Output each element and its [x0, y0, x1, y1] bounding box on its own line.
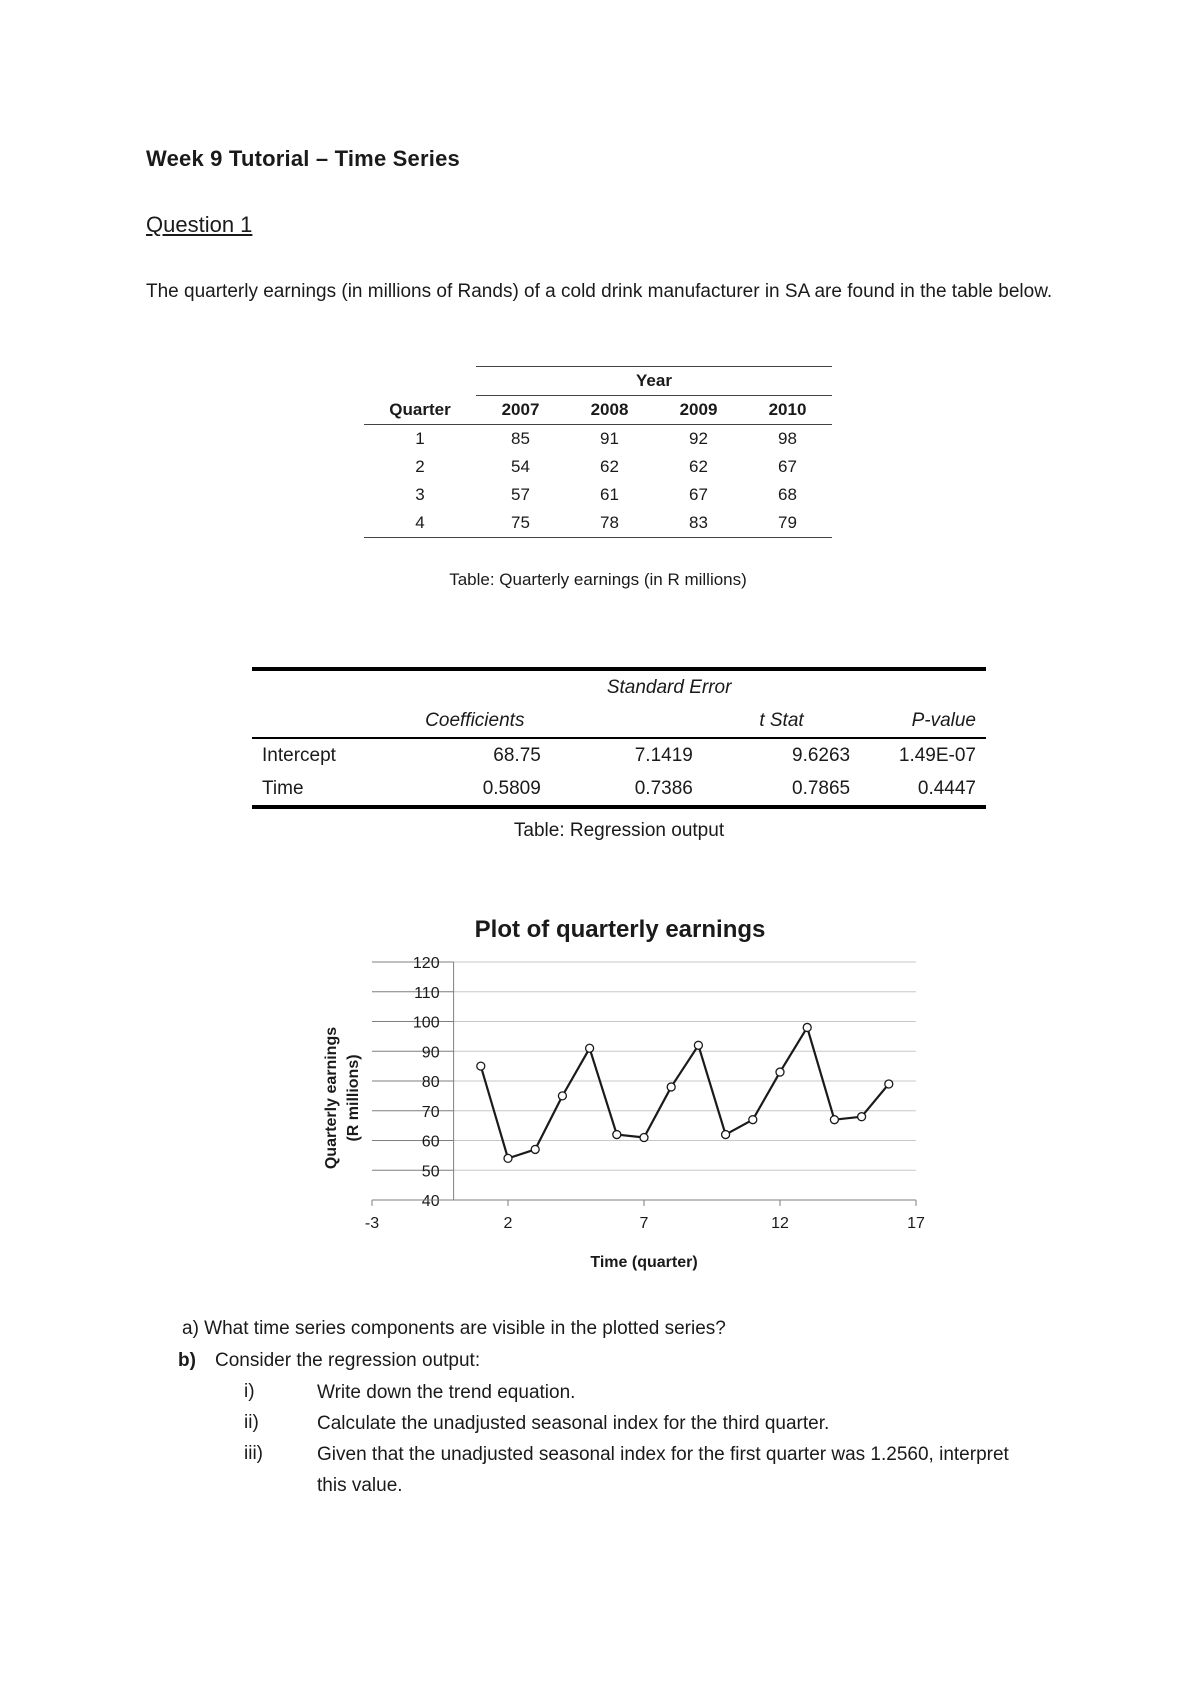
- earnings-table: [364, 366, 832, 538]
- question-heading: Question 1: [146, 212, 253, 237]
- coef-cell: 68.75: [493, 744, 541, 766]
- quarterly-earnings-chart: [300, 900, 940, 1280]
- y-tick-label: 50: [421, 1163, 440, 1181]
- value-cell: 85: [511, 429, 530, 448]
- p-cell: 1.49E-07: [898, 744, 976, 766]
- year-col-header: 2010: [743, 396, 832, 425]
- question-b: Consider the regression output:: [215, 1350, 481, 1371]
- value-cell: 67: [689, 485, 708, 504]
- blank-cell: [364, 367, 476, 396]
- regression-table: [252, 667, 986, 809]
- quarter-cell: 1: [415, 429, 425, 448]
- y-tick-label: 80: [421, 1074, 440, 1091]
- data-point: [885, 1080, 893, 1088]
- data-point: [558, 1092, 566, 1100]
- series-line: [481, 1027, 889, 1158]
- data-point: [803, 1023, 811, 1031]
- value-cell: 92: [689, 429, 708, 448]
- header-t-stat: t Stat: [703, 704, 860, 738]
- y-tick-label: 90: [421, 1044, 440, 1062]
- data-point: [749, 1116, 757, 1124]
- year-header: Year: [476, 367, 832, 396]
- data-point: [830, 1116, 838, 1124]
- quarter-cell: 2: [415, 457, 425, 476]
- sub-question-label: ii): [244, 1412, 259, 1433]
- header-standard-error: Standard Error: [606, 676, 732, 698]
- data-point: [531, 1145, 539, 1153]
- value-cell: 91: [600, 429, 619, 448]
- value-cell: 68: [778, 485, 797, 504]
- data-point: [586, 1044, 594, 1052]
- question-b-label: b): [178, 1350, 196, 1371]
- data-point: [858, 1113, 866, 1121]
- sub-question-text: Write down the trend equation.: [317, 1382, 576, 1403]
- header-coefficients: Coefficients: [399, 704, 551, 738]
- table-row: [364, 481, 832, 509]
- x-tick-label: 7: [639, 1215, 649, 1232]
- quarter-header: Quarter: [364, 396, 476, 425]
- chart-title: Plot of quarterly earnings: [474, 916, 766, 943]
- year-col-header: 2009: [654, 396, 743, 425]
- y-tick-label: 70: [421, 1103, 440, 1121]
- y-axis-label-line2: (R millions): [345, 1054, 362, 1142]
- row-name: Intercept: [262, 744, 336, 766]
- value-cell: 83: [654, 509, 743, 538]
- data-point: [722, 1131, 730, 1139]
- y-tick-label: 100: [412, 1014, 440, 1032]
- x-tick-label: 17: [907, 1215, 925, 1232]
- y-tick-label: 60: [421, 1133, 440, 1151]
- table-row: [252, 772, 986, 807]
- y-tick-label: 110: [414, 984, 440, 1002]
- y-tick-label: 120: [412, 955, 440, 972]
- value-cell: 61: [600, 485, 619, 504]
- data-point: [504, 1154, 512, 1162]
- value-cell: 62: [689, 457, 708, 476]
- value-cell: 57: [511, 485, 530, 504]
- sub-question-label: i): [244, 1381, 255, 1402]
- data-point: [477, 1062, 485, 1070]
- x-tick-label: 2: [503, 1215, 513, 1232]
- sub-question-text: Given that the unadjusted seasonal index for the first quarter was 1.2560, interpret this value.: [317, 1444, 1009, 1496]
- earnings-table-caption: Table: Quarterly earnings (in R millions): [449, 570, 747, 589]
- data-point: [776, 1068, 784, 1076]
- x-axis-label: Time (quarter): [590, 1254, 698, 1271]
- value-cell: 79: [743, 509, 832, 538]
- quarter-cell: 4: [364, 509, 476, 538]
- table-row: [252, 738, 986, 772]
- x-tick-label: 12: [771, 1215, 789, 1232]
- intro-paragraph: The quarterly earnings (in millions of Rands) of a cold drink manufacturer in SA are found in the table below.: [146, 281, 1053, 302]
- value-cell: 78: [565, 509, 654, 538]
- y-tick-label: 40: [421, 1193, 440, 1210]
- table-row: [364, 425, 832, 454]
- value-cell: 98: [778, 429, 797, 448]
- x-tick-label: -3: [364, 1215, 380, 1232]
- coef-cell: 0.5809: [399, 772, 551, 807]
- se-cell: 0.7386: [551, 772, 703, 807]
- t-cell: 0.7865: [703, 772, 860, 807]
- t-cell: 9.6263: [792, 744, 851, 766]
- data-point: [640, 1134, 648, 1142]
- y-axis-label-line1: Quarterly earnings: [323, 1026, 340, 1170]
- p-cell: 0.4447: [860, 772, 986, 807]
- question-a: a) What time series components are visible in the plotted series?: [182, 1318, 726, 1339]
- value-cell: 75: [476, 509, 565, 538]
- value-cell: 54: [511, 457, 530, 476]
- data-point: [667, 1083, 675, 1091]
- value-cell: 67: [778, 457, 797, 476]
- row-name: Time: [252, 772, 399, 807]
- sub-question-text: Calculate the unadjusted seasonal index for the third quarter.: [317, 1413, 830, 1434]
- se-cell: 7.1419: [634, 744, 693, 766]
- year-col-header: 2007: [476, 396, 565, 425]
- value-cell: 62: [600, 457, 619, 476]
- header-p-value: P-value: [860, 704, 986, 738]
- year-col-header: 2008: [565, 396, 654, 425]
- y-axis-label: [323, 1027, 362, 1169]
- data-point: [613, 1131, 621, 1139]
- data-point: [694, 1041, 702, 1049]
- quarter-cell: 3: [415, 485, 425, 504]
- document-title: Week 9 Tutorial – Time Series: [146, 146, 460, 171]
- sub-question-label: iii): [244, 1443, 263, 1464]
- regression-table-caption: Table: Regression output: [513, 820, 725, 841]
- table-row: [364, 453, 832, 481]
- table-row: [364, 509, 832, 538]
